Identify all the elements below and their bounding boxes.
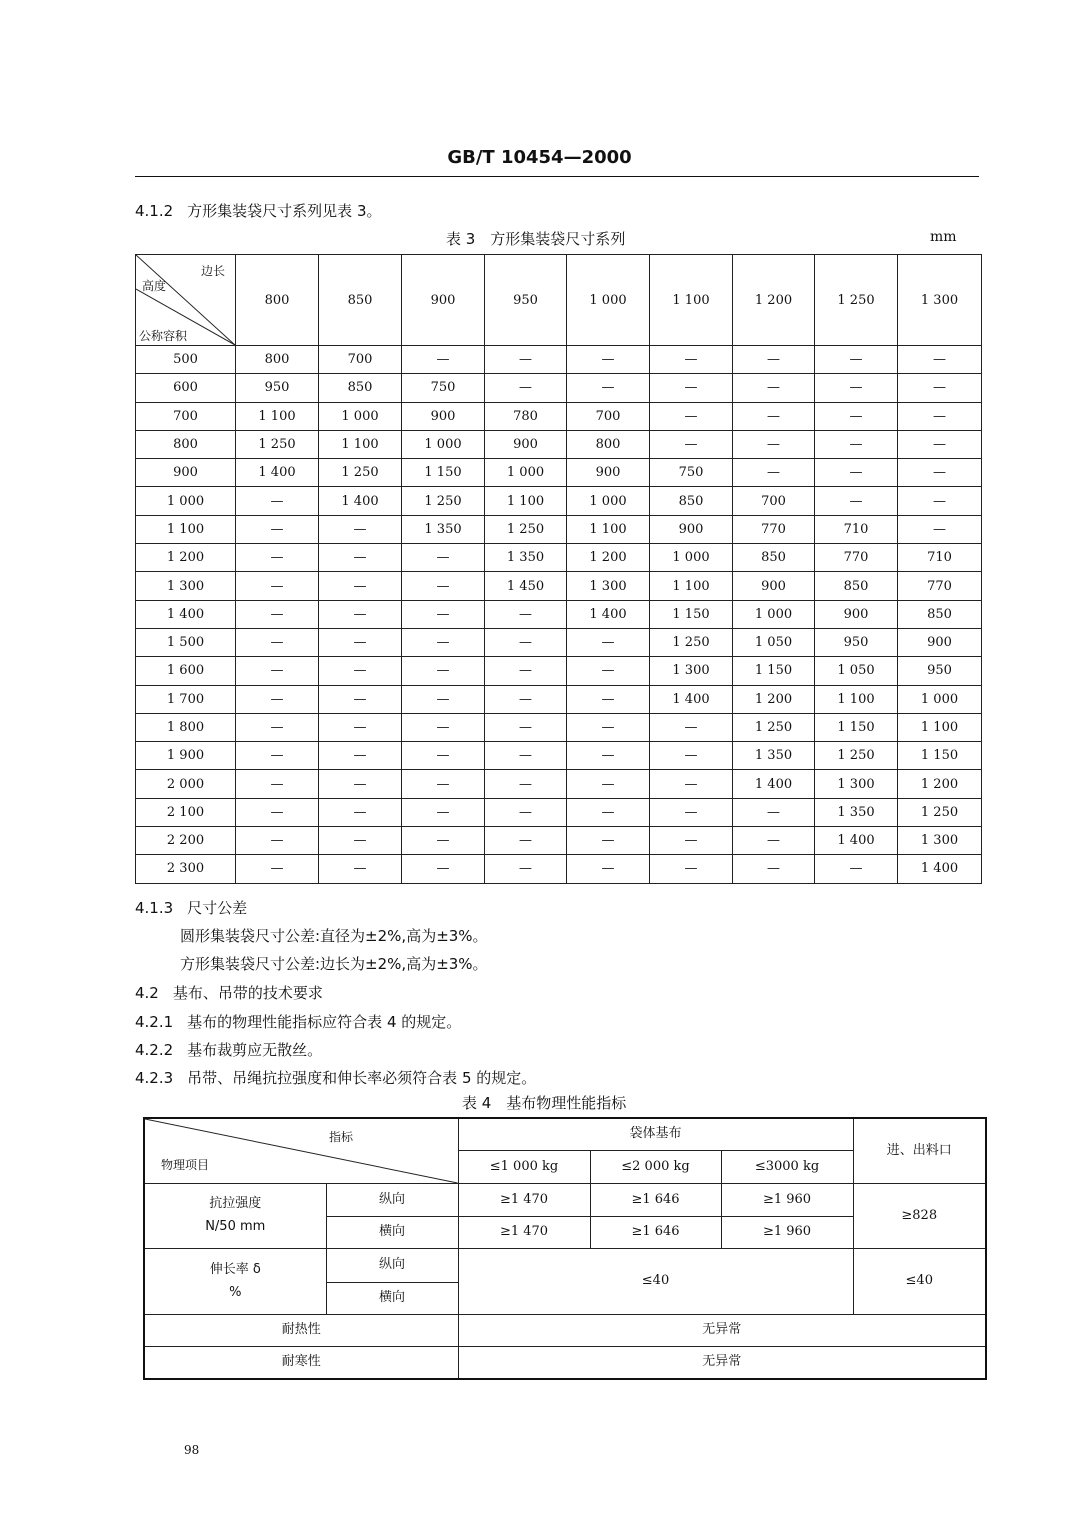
table-cell: 900 (567, 459, 650, 487)
table-row (136, 742, 982, 770)
table-cell: — (485, 657, 567, 685)
table4-header-row (144, 1118, 986, 1151)
table-cell: 1 100 (236, 402, 319, 430)
group-header-bag-fabric: 袋体基布 (458, 1118, 853, 1151)
table-cell: — (733, 346, 815, 374)
table-cell: 950 (236, 374, 319, 402)
table-cell: — (650, 798, 733, 826)
row-header-capacity: 1 300 (136, 572, 236, 600)
table3-caption: 表 3 方形集装袋尺寸系列 (446, 230, 626, 248)
corner-label-height: 高度 (142, 279, 167, 293)
tensile-value: ≥1 646 (590, 1184, 721, 1217)
cold-resistance-row (144, 1347, 986, 1379)
table-cell: — (319, 855, 402, 883)
table-cell: — (402, 600, 485, 628)
clause-number: 4.1.3 (135, 899, 174, 917)
corner-label-item: 物理项目 (161, 1158, 210, 1172)
col-header: 1 300 (898, 255, 982, 346)
table-cell: 1 150 (898, 742, 982, 770)
tensile-value: ≥1 646 (590, 1217, 721, 1249)
table-cell: — (567, 346, 650, 374)
table-cell: — (402, 798, 485, 826)
corner-label-indicator: 指标 (329, 1130, 354, 1144)
clause-4-2-1 (135, 1011, 461, 1032)
table-row (136, 459, 982, 487)
row-header-capacity: 1 500 (136, 628, 236, 656)
table-cell: 850 (319, 374, 402, 402)
clause-text: 基布、吊带的技术要求 (172, 984, 323, 1002)
table-cell: — (236, 628, 319, 656)
col-header: 900 (402, 255, 485, 346)
col-header: 1 100 (650, 255, 733, 346)
tensile-value: ≥1 960 (721, 1217, 853, 1249)
table-cell: 900 (815, 600, 898, 628)
clause-4-1-2 (135, 200, 382, 221)
table-cell: 1 150 (733, 657, 815, 685)
table-cell: — (319, 713, 402, 741)
table-cell: — (236, 770, 319, 798)
subheader-2000kg: ≤2 000 kg (590, 1151, 721, 1184)
elongation-label: 伸长率 δ (209, 1261, 261, 1277)
row-header-capacity: 1 600 (136, 657, 236, 685)
row-header-capacity: 1 700 (136, 685, 236, 713)
table-cell: — (650, 430, 733, 458)
tensile-value: ≥1 470 (458, 1217, 590, 1249)
table-cell: — (319, 827, 402, 855)
clause-4-1-3 (135, 897, 247, 918)
table-cell: — (236, 798, 319, 826)
clause-text: 方形集装袋尺寸系列见表 3。 (187, 202, 382, 220)
subheader-3000kg: ≤3000 kg (721, 1151, 853, 1184)
clause-number: 4.2.1 (135, 1013, 174, 1031)
table-cell: 710 (815, 515, 898, 543)
clause-4-2 (135, 982, 323, 1003)
table-cell: — (567, 827, 650, 855)
elongation-label-cell (144, 1249, 326, 1315)
table-cell: 1 250 (815, 742, 898, 770)
table-cell: — (733, 402, 815, 430)
table-cell: 1 400 (733, 770, 815, 798)
table-cell: — (650, 374, 733, 402)
table3-corner-cell (136, 255, 236, 346)
table-cell: — (815, 487, 898, 515)
table-cell: — (236, 657, 319, 685)
corner-label-edge: 边长 (200, 264, 225, 278)
table-cell: 1 450 (485, 572, 567, 600)
table-cell: — (485, 600, 567, 628)
table3-header-row (136, 255, 982, 346)
table-cell: 1 400 (319, 487, 402, 515)
table-cell: — (485, 798, 567, 826)
table-cell: 1 400 (815, 827, 898, 855)
table-cell: 1 350 (815, 798, 898, 826)
table-cell: — (567, 798, 650, 826)
corner-diagonal-line (145, 1119, 458, 1183)
table-cell: — (236, 685, 319, 713)
clause-text: 基布的物理性能指标应符合表 4 的规定。 (187, 1013, 462, 1031)
table-cell: — (898, 487, 982, 515)
table-cell: 1 350 (733, 742, 815, 770)
table-row (136, 657, 982, 685)
col-header: 1 250 (815, 255, 898, 346)
table-cell: — (898, 430, 982, 458)
table-cell: 1 150 (402, 459, 485, 487)
table-cell: — (898, 515, 982, 543)
table-cell: 710 (898, 544, 982, 572)
table-cell: 1 050 (815, 657, 898, 685)
row-header-capacity: 700 (136, 402, 236, 430)
table-cell: 1 250 (650, 628, 733, 656)
table-cell: — (815, 402, 898, 430)
table-cell: 1 200 (733, 685, 815, 713)
clause-text: 吊带、吊绳抗拉强度和伸长率必须符合表 5 的规定。 (187, 1069, 537, 1087)
table-cell: — (650, 742, 733, 770)
table-cell: — (402, 657, 485, 685)
table-cell: — (650, 855, 733, 883)
heat-resistance-label: 耐热性 (144, 1315, 458, 1347)
table4-caption: 表 4 基布物理性能指标 (462, 1094, 627, 1112)
table-cell: 700 (567, 402, 650, 430)
table-cell: — (898, 402, 982, 430)
table-cell: 1 300 (650, 657, 733, 685)
table-cell: 850 (733, 544, 815, 572)
table-cell: 1 100 (650, 572, 733, 600)
table-cell: 1 350 (485, 544, 567, 572)
row-header-capacity: 1 400 (136, 600, 236, 628)
table-cell: — (567, 657, 650, 685)
table-row (136, 770, 982, 798)
direction-longitudinal: 纵向 (326, 1184, 458, 1217)
table-cell: — (319, 628, 402, 656)
table-cell: 1 250 (236, 430, 319, 458)
subheader-1000kg: ≤1 000 kg (458, 1151, 590, 1184)
table-cell: — (402, 827, 485, 855)
elongation-inout-value: ≤40 (853, 1249, 986, 1315)
table-cell: — (402, 855, 485, 883)
col-header: 1 000 (567, 255, 650, 346)
table-cell: — (485, 742, 567, 770)
table-cell: — (485, 855, 567, 883)
table-cell: — (898, 374, 982, 402)
table-cell: 770 (815, 544, 898, 572)
row-header-capacity: 1 200 (136, 544, 236, 572)
table-cell: — (485, 346, 567, 374)
table-cell: — (319, 572, 402, 600)
table-row (136, 798, 982, 826)
table-cell: — (319, 544, 402, 572)
table-cell: 850 (815, 572, 898, 600)
table-cell: — (319, 742, 402, 770)
table-cell: — (236, 855, 319, 883)
tensile-unit: N/50 mm (205, 1219, 266, 1234)
table3 (135, 254, 982, 884)
clause-number: 4.1.2 (135, 202, 174, 220)
row-header-capacity: 2 300 (136, 855, 236, 883)
table-cell: 1 250 (898, 798, 982, 826)
table-cell: — (402, 628, 485, 656)
table-cell: — (567, 770, 650, 798)
table-row (136, 713, 982, 741)
row-header-capacity: 1 900 (136, 742, 236, 770)
header-inlet-outlet: 进、出料口 (853, 1118, 986, 1184)
table-cell: 1 000 (402, 430, 485, 458)
heat-resistance-row (144, 1315, 986, 1347)
table-cell: — (236, 600, 319, 628)
table-cell: — (898, 346, 982, 374)
row-header-capacity: 2 000 (136, 770, 236, 798)
table-cell: 900 (402, 402, 485, 430)
table-cell: — (815, 855, 898, 883)
table-row (136, 628, 982, 656)
table-cell: 900 (898, 628, 982, 656)
table-cell: 770 (733, 515, 815, 543)
table-row (136, 572, 982, 600)
table-row (136, 402, 982, 430)
tensile-value: ≥1 470 (458, 1184, 590, 1217)
table-cell: — (485, 685, 567, 713)
table-cell: — (815, 346, 898, 374)
table-cell: — (485, 628, 567, 656)
table-cell: — (236, 487, 319, 515)
cold-resistance-label: 耐寒性 (144, 1347, 458, 1379)
tensile-label-cell (144, 1184, 326, 1249)
direction-transverse: 横向 (326, 1217, 458, 1249)
row-header-capacity: 900 (136, 459, 236, 487)
table-cell: 1 100 (319, 430, 402, 458)
table-cell: 1 000 (733, 600, 815, 628)
table-cell: 1 150 (815, 713, 898, 741)
table-cell: 770 (898, 572, 982, 600)
table-cell: — (650, 713, 733, 741)
table-cell: — (733, 798, 815, 826)
col-header: 950 (485, 255, 567, 346)
elongation-body-value: ≤40 (458, 1249, 853, 1315)
table-cell: — (650, 827, 733, 855)
table-cell: — (733, 459, 815, 487)
row-header-capacity: 1 000 (136, 487, 236, 515)
table-cell: 1 300 (898, 827, 982, 855)
table4-corner-cell (144, 1118, 458, 1184)
table-cell: — (319, 657, 402, 685)
table-cell: 1 300 (567, 572, 650, 600)
tensile-longitudinal-row (144, 1184, 986, 1217)
table-cell: — (485, 827, 567, 855)
table-cell: 1 000 (898, 685, 982, 713)
tolerance-square-bag: 方形集装袋尺寸公差:边长为±2%,高为±3%。 (180, 955, 488, 973)
document-code: GB/T 10454—2000 (447, 147, 632, 168)
table-row (136, 544, 982, 572)
table-cell: 1 250 (485, 515, 567, 543)
table-cell: 750 (402, 374, 485, 402)
table-row (136, 346, 982, 374)
row-header-capacity: 500 (136, 346, 236, 374)
row-header-capacity: 2 100 (136, 798, 236, 826)
table-cell: 1 250 (319, 459, 402, 487)
table-cell: — (567, 685, 650, 713)
clause-number: 4.2 (135, 984, 159, 1002)
header-rule (135, 176, 979, 177)
row-header-capacity: 1 100 (136, 515, 236, 543)
heat-resistance-value: 无异常 (458, 1315, 986, 1347)
table-cell: 750 (650, 459, 733, 487)
table-cell: — (567, 374, 650, 402)
table-cell: — (236, 713, 319, 741)
table-cell: — (319, 515, 402, 543)
direction-transverse: 横向 (326, 1283, 458, 1315)
table-cell: 950 (815, 628, 898, 656)
tensile-inout-value: ≥828 (853, 1184, 986, 1249)
table-cell: — (733, 855, 815, 883)
table-cell: — (236, 742, 319, 770)
table-row (136, 515, 982, 543)
table-cell: 900 (650, 515, 733, 543)
table-cell: — (236, 827, 319, 855)
table-cell: — (733, 827, 815, 855)
table-cell: — (402, 685, 485, 713)
tensile-value: ≥1 960 (721, 1184, 853, 1217)
table-cell: — (815, 459, 898, 487)
table-cell: — (815, 430, 898, 458)
table-cell: — (733, 374, 815, 402)
table-cell: 1 400 (236, 459, 319, 487)
table-cell: 1 100 (815, 685, 898, 713)
clause-4-2-3 (135, 1067, 536, 1088)
table-cell: — (236, 515, 319, 543)
table-cell: — (319, 685, 402, 713)
table-cell: 850 (898, 600, 982, 628)
table-cell: — (485, 770, 567, 798)
clause-text: 尺寸公差 (187, 899, 248, 917)
table-cell: 700 (319, 346, 402, 374)
col-header: 1 200 (733, 255, 815, 346)
table-cell: 1 100 (898, 713, 982, 741)
table-row (136, 855, 982, 883)
table-cell: — (402, 572, 485, 600)
elongation-longitudinal-row (144, 1249, 986, 1283)
clause-number: 4.2.2 (135, 1041, 174, 1059)
table-row (136, 827, 982, 855)
table-cell: — (485, 713, 567, 741)
table-row (136, 430, 982, 458)
table-cell: 900 (733, 572, 815, 600)
table-cell: 1 300 (815, 770, 898, 798)
table-cell: 900 (485, 430, 567, 458)
table-cell: 1 250 (733, 713, 815, 741)
clause-number: 4.2.3 (135, 1069, 174, 1087)
table4 (143, 1117, 987, 1380)
table-cell: — (402, 713, 485, 741)
table-cell: — (733, 430, 815, 458)
table-cell: 800 (236, 346, 319, 374)
table-cell: — (319, 600, 402, 628)
table-cell: — (815, 374, 898, 402)
col-header: 850 (319, 255, 402, 346)
table-cell: 780 (485, 402, 567, 430)
table-cell: — (485, 374, 567, 402)
table-cell: 1 000 (567, 487, 650, 515)
table-cell: 1 050 (733, 628, 815, 656)
row-header-capacity: 1 800 (136, 713, 236, 741)
table-cell: 1 100 (567, 515, 650, 543)
cold-resistance-value: 无异常 (458, 1347, 986, 1379)
table-cell: 850 (650, 487, 733, 515)
table-cell: — (402, 742, 485, 770)
row-header-capacity: 800 (136, 430, 236, 458)
table-cell: — (567, 713, 650, 741)
table-cell: 800 (567, 430, 650, 458)
table-row (136, 487, 982, 515)
table-cell: — (650, 402, 733, 430)
table-cell: — (898, 459, 982, 487)
table-cell: 700 (733, 487, 815, 515)
table-cell: — (236, 544, 319, 572)
clause-4-2-2 (135, 1039, 322, 1060)
table-cell: — (567, 628, 650, 656)
clause-text: 基布裁剪应无散丝。 (187, 1041, 323, 1059)
table-cell: 1 000 (650, 544, 733, 572)
table-cell: — (567, 855, 650, 883)
table-cell: — (650, 346, 733, 374)
tensile-label: 抗拉强度 (209, 1196, 262, 1212)
table-cell: 1 100 (485, 487, 567, 515)
table-cell: — (319, 798, 402, 826)
page-number: 98 (184, 1443, 200, 1457)
table-cell: — (402, 770, 485, 798)
table-cell: 1 000 (485, 459, 567, 487)
elongation-unit: % (229, 1284, 242, 1300)
table-cell: 1 400 (898, 855, 982, 883)
table-cell: 1 350 (402, 515, 485, 543)
table-cell: 1 150 (650, 600, 733, 628)
col-header: 800 (236, 255, 319, 346)
table-cell: — (402, 346, 485, 374)
row-header-capacity: 2 200 (136, 827, 236, 855)
table-cell: — (236, 572, 319, 600)
table-row (136, 374, 982, 402)
table-cell: — (567, 742, 650, 770)
table-cell: — (650, 770, 733, 798)
table-cell: 1 000 (319, 402, 402, 430)
table-cell: 1 200 (898, 770, 982, 798)
table-cell: 1 200 (567, 544, 650, 572)
table-cell: — (319, 770, 402, 798)
table-cell: 1 400 (567, 600, 650, 628)
table-cell: — (402, 544, 485, 572)
row-header-capacity: 600 (136, 374, 236, 402)
tolerance-round-bag: 圆形集装袋尺寸公差:直径为±2%,高为±3%。 (180, 927, 488, 945)
table-cell: 1 250 (402, 487, 485, 515)
table-cell: 1 400 (650, 685, 733, 713)
direction-longitudinal: 纵向 (326, 1249, 458, 1283)
table-row (136, 685, 982, 713)
table3-unit: mm (930, 229, 957, 245)
table-row (136, 600, 982, 628)
corner-label-capacity: 公称容积 (139, 329, 188, 343)
table-cell: 950 (898, 657, 982, 685)
